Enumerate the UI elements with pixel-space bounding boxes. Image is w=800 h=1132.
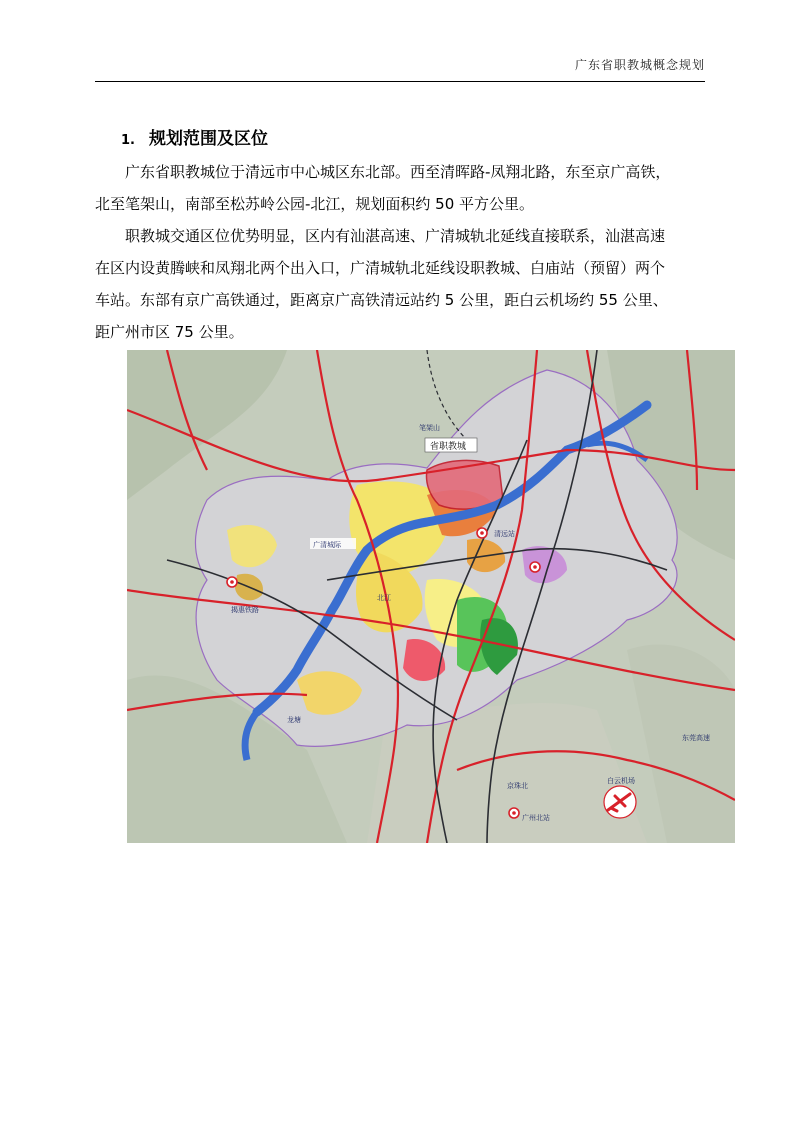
paragraph-1 [95, 156, 707, 220]
guangqing-intercity-label: 广清城际 [313, 541, 341, 549]
longtang-label: 龙塘 [287, 716, 301, 724]
rail-station-icon [477, 528, 487, 538]
paragraph-line: 车站。东部有京广高铁通过，距离京广高铁清远站约 5 公里，距白云机场约 55 公里、 [95, 291, 668, 309]
paragraph-line: 广东省职教城位于清远市中心城区东北部。西至清晖路-凤翔北路，东至京广高铁， [125, 163, 671, 181]
paragraph-line: 在区内设黄腾峡和凤翔北两个出入口，广清城轨北延线设职教城、白庙站（预留）两个 [95, 259, 666, 277]
page-header-title: 广东省职教城概念规划 [574, 58, 705, 72]
rail-station-icon [509, 808, 519, 818]
paragraph-line: 距广州市区 75 公里。 [95, 323, 244, 341]
airport-plane-icon [604, 786, 636, 818]
rail-station-icon [227, 577, 237, 587]
paragraph-2 [95, 220, 707, 348]
section-heading [121, 124, 268, 149]
qingyuan-station-label: 清远站 [494, 530, 515, 538]
header-rule [95, 81, 705, 82]
section-number: 1. [121, 133, 135, 148]
jingzhu-north-label: 京珠北 [507, 782, 528, 790]
baiyun-airport-label: 白云机场 [607, 777, 635, 785]
guangzhou-north-label: 广州北站 [522, 814, 550, 822]
paragraph-line: 职教城交通区位优势明显，区内有汕湛高速、广清城轨北延线直接联系，汕湛高速 [125, 227, 666, 245]
paragraph-line: 北至笔架山，南部至松苏岭公园-北江，规划面积约 50 平方公里。 [95, 195, 535, 213]
site-name-label: 省职教城 [430, 442, 467, 452]
north-river-label: 北江 [377, 594, 391, 602]
dongguan-expressway-label: 东莞高速 [682, 734, 710, 742]
location-map [127, 350, 735, 843]
rail-station-icon [530, 562, 540, 572]
bijiashan-label: 笔架山 [419, 424, 440, 432]
section-title: 规划范围及区位 [148, 129, 268, 149]
jieqi-railway-label: 揭惠铁路 [231, 606, 259, 614]
location-map-svg [127, 350, 735, 843]
